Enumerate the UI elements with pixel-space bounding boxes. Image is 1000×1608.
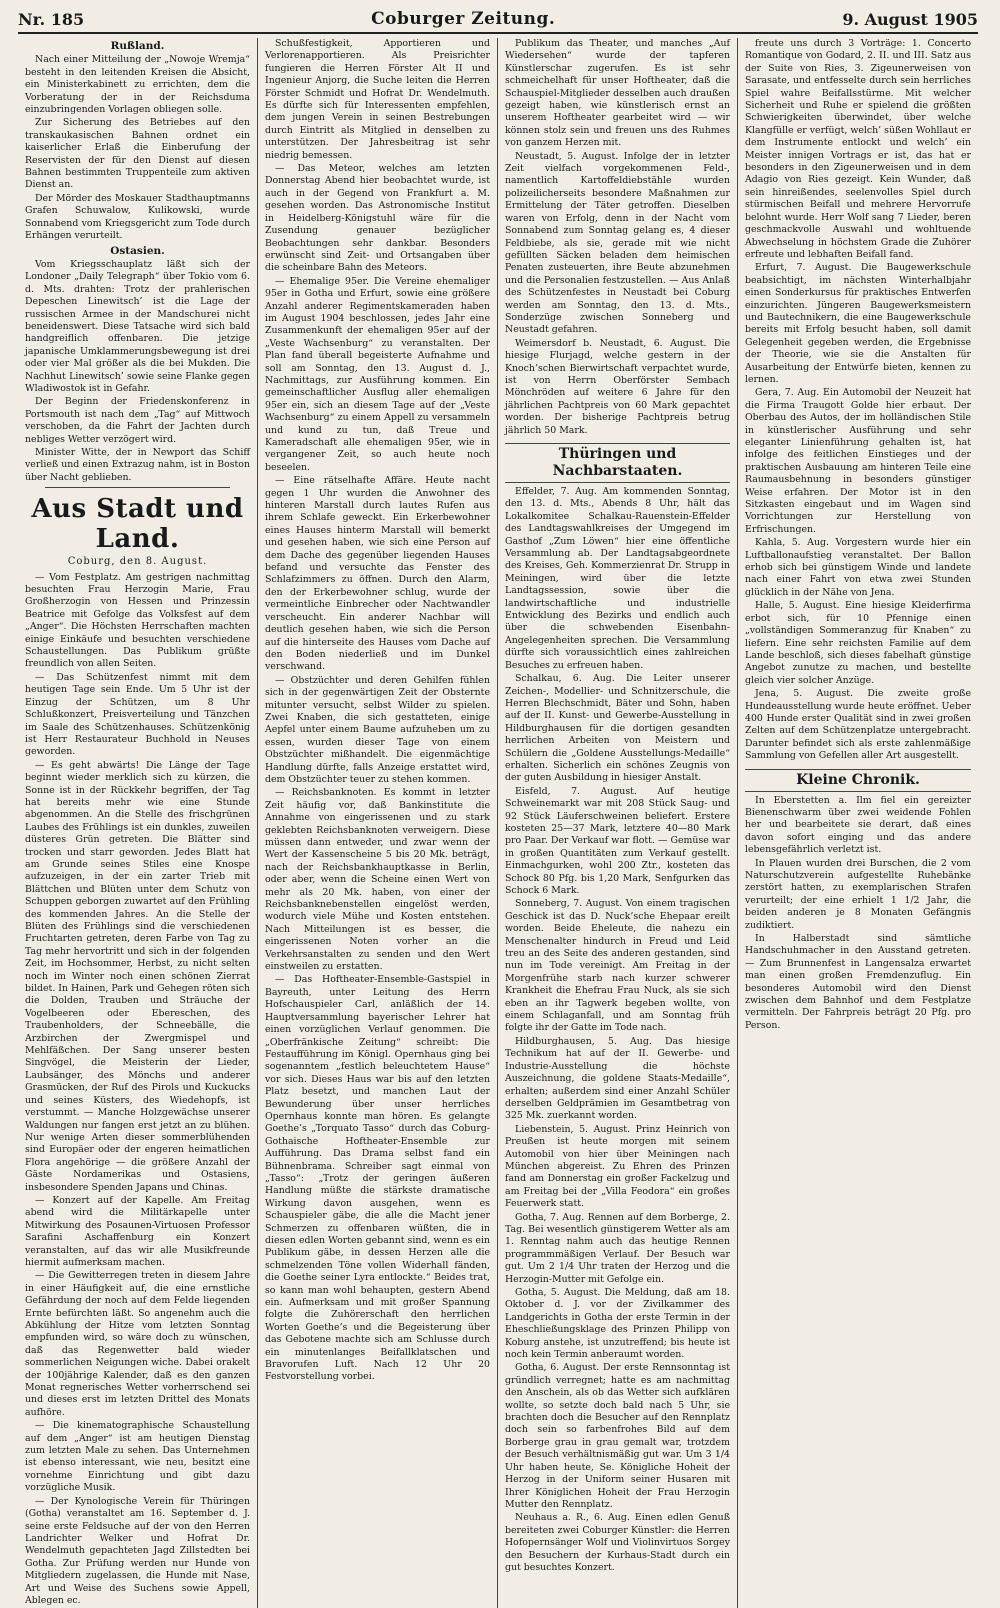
- article-paragraph: Schalkau, 6. Aug. Die Leiter unserer Zeichen-, Modellier- und Schnitzerschule, die Herren Blechschmidt, Bäter und Sohn, haben auf der II. Kunst- und Gewerbe-Ausstellung in Hildburghausen für die dortigen gesandten herrlichen Arbeiten von Meistern und Schülern die „Goldene Ausstellungs-Medaille“ erhalten. Sicherlich ein schönes Zeugnis von der guten Ausbildung in hiesiger Anstalt.: [505, 673, 730, 784]
- article-paragraph: Schußfestigkeit, Apportieren und Verlorenapportieren. Als Preisrichter fungieren die Herren Förster Alt II und Ingenieur Anjorg, die Suche leiten die Herren Förster Schmidt und Hofrat Dr. Wendelmuth. Es dürfte sich für Interessenten empfehlen, dem jungen Verein in seinen Bestrebungen durch Eintritt als Mitglied in denselben zu unterstützen. Der Jahresbeitrag ist sehr niedrig bemessen.: [265, 38, 490, 161]
- article-paragraph: Vom Kriegsschauplatz läßt sich der Londoner „Daily Telegraph“ über Tokio vom 6. d. Mts. drahten: Trotz der prahlerischen Depeschen Linewitsch’ ist die Lage der russischen Armee in der Mandschurei nicht beneidenswert. Diese Tatsache wird sich bald handgreiflich offenbaren. Die jetzige japanische Umklammerungsbewegung ist drei oder vier Mal größer als die bei Mukden. Die Nachhut Linewitsch’ sowie seine Flanke gegen Wladiwostok ist in Gefahr.: [25, 258, 250, 394]
- section-heading-russland: Rußland.: [110, 40, 165, 52]
- article-paragraph: Hildburghausen, 5. Aug. Das hiesige Technikum hat auf der II. Gewerbe- und Industrie-Ausstellung die höchste Auszeichnung, die goldene Staats-Medaille“, erhalten; außerdem sind einer Anzahl Schüler derselben Geldprämien im Gesamtbetrag von 325 Mk. zuerkannt worden.: [505, 1035, 730, 1122]
- article-paragraph: — Das Schützenfest nimmt mit dem heutigen Tage sein Ende. Um 5 Uhr ist der Einzug der Schützen, um 8 Uhr Schlußkonzert, Preisverteilung und Tänzchen im Saale des Schützenhauses. Schützenkönig ist Herr Restaurateur Buchhold in Neuses geworden.: [25, 671, 250, 758]
- section-heading-thueringen: Thüringen und Nachbarstaaten.: [505, 443, 730, 483]
- article-paragraph: — Das Meteor, welches am letzten Donnerstag Abend hier beobachtet wurde, ist auch in der Gegend von Frankfurt a. M. gesehen worden. Das Astronomische Institut in Heidelberg-Königstuhl wäre für die Zusendung genauer bezüglicher Beobachtungen sehr dankbar. Besonders erwünscht sind Zeit- und Ortsangaben über die scheinbare Bahn des Meteors.: [265, 163, 490, 274]
- article-paragraph: Weimersdorf b. Neustadt, 6. August. Die hiesige Flurjagd, welche gestern in der Knoch’schen Bierwirtschaft verpachtet wurde, ist von Herrn Oberförster Sembach Mönchröden auf weitere 6 Jahre für den jährlichen Pachtpreis von 60 Mark gepachtet worden. Der bisherige Pachtpreis betrug jährlich 50 Mark.: [505, 337, 730, 436]
- article-paragraph: Der Mörder des Moskauer Stadthauptmanns Grafen Schuwalow, Kulikowski, wurde Sonnabend vom Kriegsgericht zum Tode durch Erhängen verurteilt.: [25, 192, 250, 242]
- article-paragraph: Minister Witte, der in Newport das Schiff verließ und einen Extrazug nahm, ist in Boston über Nacht geblieben.: [25, 447, 250, 483]
- column-3: [498, 38, 738, 1608]
- article-paragraph: Jena, 5. August. Die zweite große Hundeausstellung wurde heute eröffnet. Ueber 400 Hunde erster Qualität sind in zwei großen Zelten auf dem Schützenplatze untergebracht. Darunter befindet sich als erste zahlenmäßige Sammlung von Gefellen aller Art ausgestellt.: [745, 688, 971, 762]
- issue-number: Nr. 185: [18, 9, 85, 29]
- column-4: [738, 38, 978, 1608]
- divider: [45, 487, 230, 488]
- article-paragraph: Publikum das Theater, und manches „Auf Wiedersehen“ wurde der tapferen Künstlerschar zugerufen. Es ist sehr schmeichelhaft für unser Hoftheater, daß die Schauspiel-Mitglieder desselben auch draußen gezeigt haben, wie künstlerisch ernst an unserem Hoftheater gearbeitet wird — wir können stolz sein und freuen uns des Ruhmes von ganzem Herzen mit.: [505, 38, 730, 149]
- column-1: [18, 38, 258, 1608]
- article-paragraph: Neuhaus a. R., 6. Aug. Einen edlen Genuß bereiteten zwei Coburger Künstler: die Herren Hofopernsänger Wolf und Violinvirtuos Sorgey den Besuchern der Kurhaus-Stadt durch ein gut besuchtes Konzert.: [505, 1512, 730, 1573]
- article-paragraph: Gotha, 6. August. Der erste Rennsonntag ist gründlich verregnet; hatte es am nachmittag den Anschein, als ob das Wetter sich aufklären wollte, so setzte doch bald nach 5 Uhr, sie brachten doch die Besucher auf den Rennplatz doch sein so farbenfrohes Bild auf dem Borberge grau in grau gemalt war, trotzdem der Besuch verhältnismäßig gut war. Um 3 1/4 Uhr haben heute, Se. Königliche Hoheit der Herzog in der Uniform seiner Husaren mit Ihrer Königlichen Hoheit der Frau Herzogin Mutter den Rennplatz.: [505, 1362, 730, 1510]
- masthead: [18, 6, 978, 34]
- issue-date: 9. August 1905: [842, 9, 978, 29]
- article-paragraph: Neustadt, 5. August. Infolge der in letzter Zeit vielfach vorgekommenen Feld-, namentlich Kartoffeldiebstähle wurden polizeilicherseits besondere Maßnahmen zur Ermittelung der Täter getroffen. Dieselben waren von Erfolg, denn in der Nacht vom Sonnabend zum Sonntag gelang es, 4 dieser Feldbiebe, als sie, gerade mit wie nicht gefüllten Säcken beladen dem heimischen Penaten zusteuerten, ihre Beute abzunehmen und die Personalien festzustellen. — Aus Anlaß des Schützenfestes in Neustadt bei Coburg werden am Sonntag, den 13. d. Mts., Sonderzüge zwischen Sonneberg und Neustadt gefahren.: [505, 150, 730, 336]
- section-heading-ostasien: Ostasien.: [110, 244, 165, 257]
- article-paragraph: In Plauen wurden drei Burschen, die 2 vom Naturschutzverein aufgestellte Ruhebänke zerstört hatten, zu exemplarischen Strafen verurteilt; der eine erhielt 1 1/2 Jahr, die beiden anderen je 8 Monaten Gefängnis zudiktiert.: [745, 857, 971, 931]
- article-paragraph: Halle, 5. August. Eine hiesige Kleiderfirma erbot sich, für 10 Pfennige einen „vollständigen Sommeranzug für Knaben“ zu liefern. Eine sehr reichsten Familie auf dem Lande beschloß, sich dieses fabelhaft günstige Angebot zunutze zu machen, und bestellte gleich vier solcher Anzüge.: [745, 600, 971, 686]
- article-paragraph: Effelder, 7. Aug. Am kommenden Sonntag, den 13. d. Mts., Abends 8 Uhr, hält das Lokalkomitee Schalkau-Rauenstein-Effelder des Landtagswahlkreises der Umgegend im Gasthof „Zum Löwen“ hier eine öffentliche Versammlung ab. Der Landtagsabgeordnete des Kreises, Geh. Kommerzienrat Dr. Strupp in Meiningen, wird über die letzte Landtagssession, sowie über die landwirtschaftliche und industrielle Entwicklung des Bezirks und endlich auch über die schwebenden Eisenbahn-Angelegenheiten sprechen. Die Versammlung dürfte sich voraussichtlich eines zahlreichen Besuches zu erfreuen haben.: [505, 486, 730, 671]
- article-paragraph: Kahla, 5. Aug. Vorgestern wurde hier ein Luftballonaufstieg veranstaltet. Der Ballon erhob sich bei günstigem Winde und landete nach einer Fahrt von etwa zwei Stunden glücklich in der Nähe von Jena.: [745, 537, 971, 598]
- article-paragraph: — Konzert auf der Kapelle. Am Freitag abend wird die Militärkapelle unter Mitwirkung des Posaunen-Virtuosen Professor Sarafini Aschaffenburg ein Konzert veranstalten, auf das wir alle Musikfreunde hiermit aufmerksam machen.: [25, 1194, 250, 1268]
- article-paragraph: — Reichsbanknoten. Es kommt in letzter Zeit häufig vor, daß Bankinstitute die Annahme von eingerissenen und zu stark geklebten Reichsbanknoten verweigern. Diese müssen dann entweder, und zwar wenn der Wert der Kassenscheine 5 bis 20 Mk. beträgt, nach der Reichsbankhauptkasse in Berlin, oder aber, wenn die Scheine einen Wert von mehr als 20 Mk. haben, von einer der Reichsbanknebenstellen eingelöst werden, wodurch viele Mühe und Kosten entstehen. Nach Mitteilungen ist es besser, die eingerissenen Noten vorher an die Verkehrsanstalten zu senden und den Wert einstweilen zu erstatten.: [265, 787, 490, 973]
- article-paragraph: Erfurt, 7. August. Die Baugewerkschule beabsichtigt, im nächsten Winterhalbjahr einen Sonderkursus für praktisches Entwerfen einzurichten. Jüngeren Baugewerksmeistern und Bautechnikern, die eine Baugewerkschule bereits mit Erfolg besucht haben, soll damit Gelegenheit gegeben werden, die Ergebnisse der Theorie, wie sie die Anstalten für Ausarbeitung der Entwürfe bieten, kennen zu lernen.: [745, 262, 971, 385]
- article-paragraph: Gotha, 7. Aug. Rennen auf dem Borberge, 2. Tag. Bei wesentlich günstigerem Wetter als am 1. Renntag nahm auch das heutige Rennen programmmäßigen Verlauf. Der Besuch war gut. Um 2 1/4 Uhr traten der Herzog und die Herzogin-Mutter mit Gefolge ein.: [505, 1211, 730, 1285]
- article-paragraph: — Vom Festplatz. Am gestrigen nachmittag besuchten Frau Herzogin Marie, Frau Großherzogin von Hessen und Prinzessin Beatrice mit Gefolge das Volksfest auf dem „Anger“. Die Höchsten Herrschaften machten einige Einkäufe und besuchten verschiedene Schaustellungen. Das Publikum grüßte freundlich von allen Seiten.: [25, 571, 250, 670]
- article-paragraph: — Das Hoftheater-Ensemble-Gastspiel in Bayreuth, unter Leitung des Herrn Hofschauspieler Carl, anläßlich der 14. Hauptversammlung bayerischer Lehrer hat einen vorzüglichen Verlauf genommen. Die „Oberfränkische Zeitung“ schreibt: Die Festaufführung im Königl. Opernhaus ging bei sogenanntem „festlich beleuchtetem Hause“ vor sich. Dieses Haus war bis auf den letzten Platz besetzt, und manchen Laut der Bewunderung über unser herrliches Opernhaus konnte man hören. Es gelangte Goethe’s „Torquato Tasso“ durch das Coburg-Gothaische Hoftheater-Ensemble zur Aufführung. Das Drama selbst fand ein Bühnenbrama. Schreiber sagt einmal von „Tasso“: „Trotz der geringen äußeren Handlung müßte die stärkste dramatische Wirkung davon ausgehen, wenn es Schauspieler gäbe, die alle die Macht jener Schmerzen zu offenbaren wüßten, die in diesen edlen Worten gebannt sind, wenn es ein Publikum gäbe, in dessen Herzen alle die schmelzenden Töne vollen Widerhall fänden, die Goethe seiner Lyra entlockte.“ Beides trat, so kann man wohl behaupten, gestern Abend ein. Aufmerksam und mit großer Spannung folgte die Zuhörerschaft den herrlichen Worten Goethe’s und die Begeisterung über das Gebotene machte sich am Schlusse durch ein minutenlanges Beifallklatschen und Bravorufen Luft. Nach 12 Uhr 20 Festvorstellung vorbei.: [265, 974, 490, 1383]
- columns: [18, 38, 978, 1606]
- article-paragraph: Der Beginn der Friedenskonferenz in Portsmouth ist nach dem „Tag“ auf Mittwoch verschoben, da die Fahrt der Jachten durch nebliges Wetter verzögert wird.: [25, 396, 250, 445]
- article-paragraph: — Die kinematographische Schaustellung auf dem „Anger“ ist am heutigen Dienstag zum letzten Male zu sehen. Das Unternehmen ist ebenso interessant, wie neu, besitzt eine vornehme Einrichtung und gibt dazu vorzügliche Musik.: [25, 1420, 250, 1494]
- article-paragraph: Eisfeld, 7. August. Auf heutige Schweinemarkt war mit 208 Stück Saug- und 92 Stück Läuferschweinen beliefert. Erstere kosteten 25—37 Mark, letztere 40—80 Mark pro Paar. Der Verkauf war flott. — Gemüse war in großen Quantitäten zum Verkauf gestellt. Einmachgurken, wohl 200 Ztr., kosteten das Schock 80 Pfg. bis 1,20 Mark, Senfgurken das Schock 6 Mark.: [505, 785, 730, 896]
- article-paragraph: Gera, 7. Aug. Ein Automobil der Neuzeit hat die Firma Traugott Golde hier erbaut. Der Oberbau des Autos, der im holländischen Stile in künstlerischer Ausführung und sehr eleganter Linienführung gehalten ist, hat infolge des feitlichen Einstieges und der praktischen Ausbauung am hinteren Teile eine Raumausbehnung in besonders günstiger Weise erfahren. Der Motor ist in den Sitzkasten eingebaut und im Wagen sind Vorrichtungen zur Herstellung von Erfrischungen.: [745, 387, 971, 535]
- article-paragraph: — Die Gewitterregen treten in diesem Jahre in einer Häufigkeit auf, die eine ernstliche Gefährdung der noch auf dem Felde liegenden Ernte befürchten läßt. So angenehm auch die Abkühlung der Hitze vom letzten Sonntag empfunden wird, so wäre doch zu wünschen, daß das Regenwetter bald wieder sommerlichen Neigungen wiche. Dabei orakelt der 100jährige Kalender, daß es den ganzen Monat regnerisches Wetter vorherrschend sei und dieses erst im letzten Drittel des Monats aufhöre.: [25, 1270, 250, 1418]
- article-paragraph: Nach einer Mitteilung der „Nowoje Wremja“ besteht in den leitenden Kreisen die Absicht, ein Ministerkabinett zu errichten, dem die Vorberatung der in der Reichsduma einzubringenden Vorlagen obliegen solle.: [25, 54, 250, 116]
- section-heading-kleine-chronik: Kleine Chronik.: [745, 769, 971, 792]
- article-paragraph: Liebenstein, 5. August. Prinz Heinrich von Preußen ist heute morgen mit seinem Automobil von hier über Meiningen nach München abgereist. Zu Ehren des Prinzen fand am Donnerstag ein großer Fackelzug und am Freitag bei der „Villa Feodora“ ein großes Feuerwerk statt.: [505, 1123, 730, 1210]
- article-paragraph: — Der Kynologische Verein für Thüringen (Gotha) veranstaltet am 16. September d. J. seine erste Feldsuche auf der von den Herren Landrichter Welker und Hofrat Dr. Wendelmuth gepachteten Jagd Zillstedten bei Gotha. Zur Prüfung werden nur Hunde von Mitgliedern zugelassen, die Hunde mit Nase, Art und Weise des Suchens sowie Appell, Ablegen ec.: [25, 1495, 250, 1606]
- article-paragraph: Sonneberg, 7. August. Von einem tragischen Geschick ist das D. Nuck’sche Ehepaar ereilt worden. Beide Eheleute, die nahezu ein Menschenalter hindurch in Freud und Leid treu an des Seite des anderen gestanden, sind nun im Tode vereinigt. Am Freitag in der Morgenfrühe starb nach kurzer schwerer Krankheit die Ehefrau Frau Nuck, als sie sich eben an ihr Tagwerk begeben wollte, von einem Schlaganfall, und am Sonntag früh folgte ihr der Gatte im Tode nach.: [505, 898, 730, 1034]
- article-paragraph: freute uns durch 3 Vorträge: 1. Concerto Romantique von Godard, 2. II. und III. Satz aus der Suite von Ries, 3. Zigeunerweisen von Sarasate, und entfesselte durch sein herrliches Spiel wahre Beifallsstürme. Mit welcher Sicherheit und Ruhe er spielend die größten Schwierigkeiten überwindet, über welche Klangfülle er verfügt, welch’ süßen Wohllaut er dem Instrumente entlockt und welch’ ein Meister innigen Vortrags er ist, das hat er besonders in den Zigeunerweisen und in dem Adagio von Ries gezeigt. Kein Wunder, daß sein hinreißendes, seelenvolles Spiel durch stürmischen Beifall und mehrere Hervorrufe belohnt wurde. Herr Wolf sang 7 Lieder, beren geschmackvolle Auswahl und wohltuende Abwechselung in höchstem Grade die Zuhörer erfreute und lebhaften Beifall fand.: [745, 38, 971, 260]
- newspaper-title: Coburger Zeitung.: [371, 9, 556, 29]
- article-paragraph: — Obstzüchter und deren Gehilfen fühlen sich in der gegenwärtigen Zeit der Obsternte mitunter versucht, selbst Wilder zu spielen. Zwei Knaben, die sich gestatteten, einige Aepfel unter einem Baume aufzuheben um zu essen, wurden dieser Tage von einem Obstzüchter mißhandelt. Die eigenmächtige Handlung dürfte, falls Anzeige erstattet wird, dem Obstzüchter teuer zu stehen kommen.: [265, 674, 490, 785]
- article-paragraph: Zur Sicherung des Betriebes auf den transkaukasischen Bahnen ordnet ein kaiserlicher Erlaß die Einberufung der Reservisten der für den Dienst auf diesen Bahnen bestimmten Truppenteile zum aktiven Dienst an.: [25, 117, 250, 191]
- article-paragraph: In Halberstadt sind sämtliche Handschuhmacher in den Ausstand getreten. — Zum Brunnenfest in Langensalza erwartet man einen großen Fremdenzuflug. Ein besonderes Automobil wird den Dienst zwischen dem Bahnhof und dem Festplatze vermitteln. Der Fahrpreis beträgt 20 Pfg. pro Person.: [745, 933, 971, 1031]
- article-paragraph: — Eine rätselhafte Affäre. Heute nacht gegen 1 Uhr wurden die Anwohner des hinteren Marstall durch lautes Rufen aus ihrem Schlafe geweckt. Ein Erkerbewohner eines Hauses hinterm Marstall will bemerkt und gesehen haben, wie sich eine Person auf dem Dache des gegenüber liegenden Hauses befand und versuchte das Fenster des Schlafzimmers zu öffnen. Durch den Alarm, den der Erkerbewohner schlug, wurde der vermeintliche Einbrecher oder Nachtwandler verscheucht. Ein anderer Nachbar will deutlich gesehen haben, wie sich die Person auf die hinterseite des Hauses vom Dache auf den Boden niederließ und im Dunkel verschwand.: [265, 475, 490, 673]
- article-paragraph: Gotha, 5. August. Die Meldung, daß am 18. Oktober d. J. vor der Zivilkammer des Landgerichts in Gotha der erste Termin in der Eheschließungsklage des Prinzen Philipp von Koburg anstehe, ist unzutreffend; bis heute ist noch kein Termin anberaumt worden.: [505, 1287, 730, 1361]
- article-paragraph: — Es geht abwärts! Die Länge der Tage beginnt wieder merklich sich zu kürzen, die Sonne ist in der Rückkehr begriffen, der Tag hat bereits mehr wie eine Stunde abgenommen. An die Stelle des frischgrünen Laubes des Frühlings ist ein dunkles, zuweilen düsteres Grün getreten. Die Blätter sind trocken und starr geworden. Jedes Blatt hat am Grunde seines Stiles eine Knospe aufzuzeigen, in der ein zarter Trieb mit Blättchen und Blüten unter dem Schutz von Schuppen geborgen zuwartet auf den Frühling des kommenden Jahres. An die Stelle der Blüten des Frühlings sind die verschiedenen Fruchtarten getreten, deren Farbe von Tag zu Tag mehr hervortritt und sich in der folgenden Zeit, im Hochsommer, Herbst, zu nicht selten noch im Winter noch einen schönen Zierrat bildet. In Hainen, Park und Gehegen röten sich die Dolden, Trauben und Sträuche der Vogelbeeren oder Ebereschen, des Traubenholders, der Schneebälle, die Arzbirchen der Zwergmispel und Mehlfäßchen. Der Sang unserer besten Singvögel, die Meisterin der Lieder, Laubsänger, des Mönchs und anderer Grasmücken, der Ruf des Pirols und Kuckucks und seines Küsters, des Wiedehopfs, ist verstummt. — Manche Holzgewächse unserer Waldungen nur fangen erst jetzt an zu blühen. Nur wenige Arten dieser sommerblühenden sind Europäer oder der engeren heimatlichen Flora angehörige — die größere Anzahl der Gäste Nordamerikas und Ostasiens, insbesondere Spenden Japans und Chinas.: [25, 759, 250, 1193]
- dateline: Coburg, den 8. August.: [67, 556, 208, 568]
- article-paragraph: — Ehemalige 95er. Die Vereine ehemaliger 95er in Gotha und Erfurt, sowie eine größere Anzahl anderer Regimentskameraden haben im August 1904 beschlossen, jedes Jahr eine Zusammenkunft der ehemaligen 95er auf der „Veste Wachsenburg“ zu veranstalten. Der Plan fand überall begeisterte Aufnahme und soll am Sonntag, den 13. August d. J., Nachmittags, zur Ausführung kommen. Ein gemeinschaftlicher Ausflug aller ehemaligen 95er ein, sich an diesem Tage auf der „Veste Wachsenburg“ zu einem Appell zu versammeln und kund zu tun, daß Treue und Kameradschaft alle ehemaligen 95er, wie in vergangener Zeit, so auch heute noch beseelen.: [265, 275, 490, 473]
- column-2: [258, 38, 498, 1608]
- section-heading-stadt-und-land: Aus Stadt und Land.: [31, 494, 244, 555]
- article-paragraph: In Eberstetten a. Ilm fiel ein gereizter Bienenschwarm über zwei weidende Fohlen her und bearbeitete sie derart, daß eines davon sofort einging und das andere lebensgefährlich verletzt ist.: [745, 794, 971, 856]
